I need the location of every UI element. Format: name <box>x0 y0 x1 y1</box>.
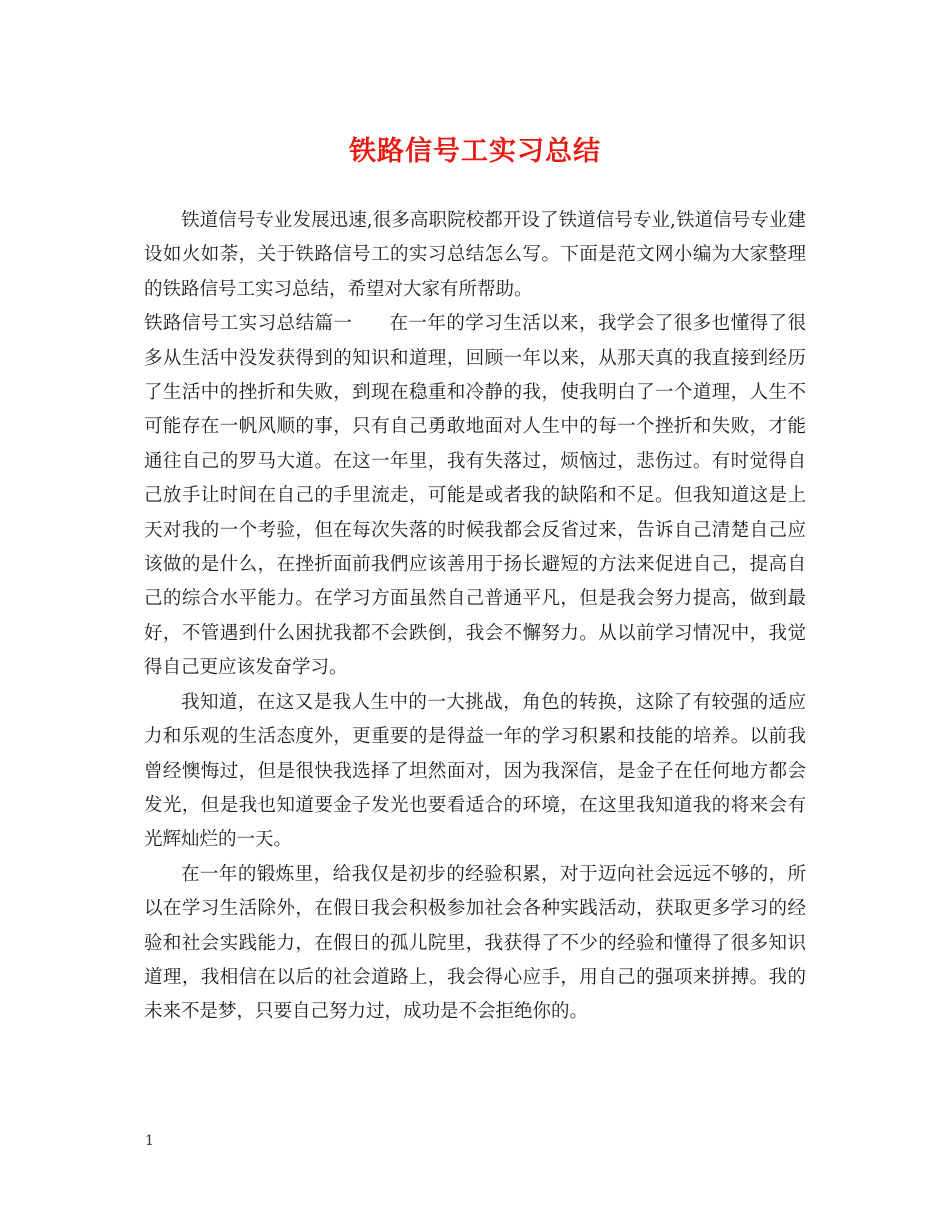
paragraph-3: 在一年的锻炼里，给我仅是初步的经验积累，对于迈向社会远远不够的，所以在学习生活除外，在假日我会积极参加社会各种实践活动，获取更多学习的经验和社会实践能力，在假日的孤儿院里，我获得了不少的经验和懂得了很多知识道理，我相信在以后的社会道路上，我会得心应手，用自己的强项来拼搏。我的未来不是梦，只要自己努力过，成功是不会拒绝你的。 <box>144 863 806 1023</box>
section-heading: 铁路信号工实习总结篇一 <box>144 313 353 335</box>
paragraph-1-text: 在一年的学习生活以来，我学会了很多也懂得了很多从生活中没发获得到的知识和道理，回顾一年以来，从那天真的我直接到经历了生活中的挫折和失败，到现在稳重和冷静的我，使我明白了一个道理，人生不可能存在一帆风顺的事，只有自己勇敢地面对人生中的每一个挫折和失败，才能通往自己的罗马大道。在这一年里，我有失落过，烦恼过，悲伤过。有时觉得自己放手让时间在自己的手里流走，可能是或者我的缺陷和不足。但我知道这是上天对我的一个考验，但在每次失落的时候我都会反省过来，告诉自己清楚自己应该做的是什么，在挫折面前我們应该善用于扬长避短的方法来促进自己，提高自己的综合水平能力。在学习方面虽然自己普通平凡，但是我会努力提高，做到最好，不管遇到什么困扰我都不会跌倒，我会不懈努力。从以前学习情况中，我觉得自己更应该发奋学习。 <box>144 313 806 679</box>
document-body <box>144 204 806 1030</box>
page-number: 1 <box>145 1133 154 1149</box>
paragraph-2: 我知道，在这又是我人生中的一大挑战，角色的转换，这除了有较强的适应力和乐观的生活态度外，更重要的是得益一年的学习积累和技能的培养。以前我曾经懊悔过，但是很快我选择了坦然面对，因为我深信，是金子在任何地方都会发光，但是我也知道要金子发光也要看适合的环境，在这里我知道我的将来会有光辉灿烂的一天。 <box>144 691 806 851</box>
document-title: 铁路信号工实习总结 <box>349 136 601 167</box>
intro-paragraph: 铁道信号专业发展迅速,很多高职院校都开设了铁道信号专业,铁道信号专业建设如火如荼，关于铁路信号工的实习总结怎么写。下面是范文网小编为大家整理的铁路信号工实习总结，希望对大家有所帮助。 <box>144 210 806 300</box>
section-paragraph-1 <box>144 307 806 685</box>
